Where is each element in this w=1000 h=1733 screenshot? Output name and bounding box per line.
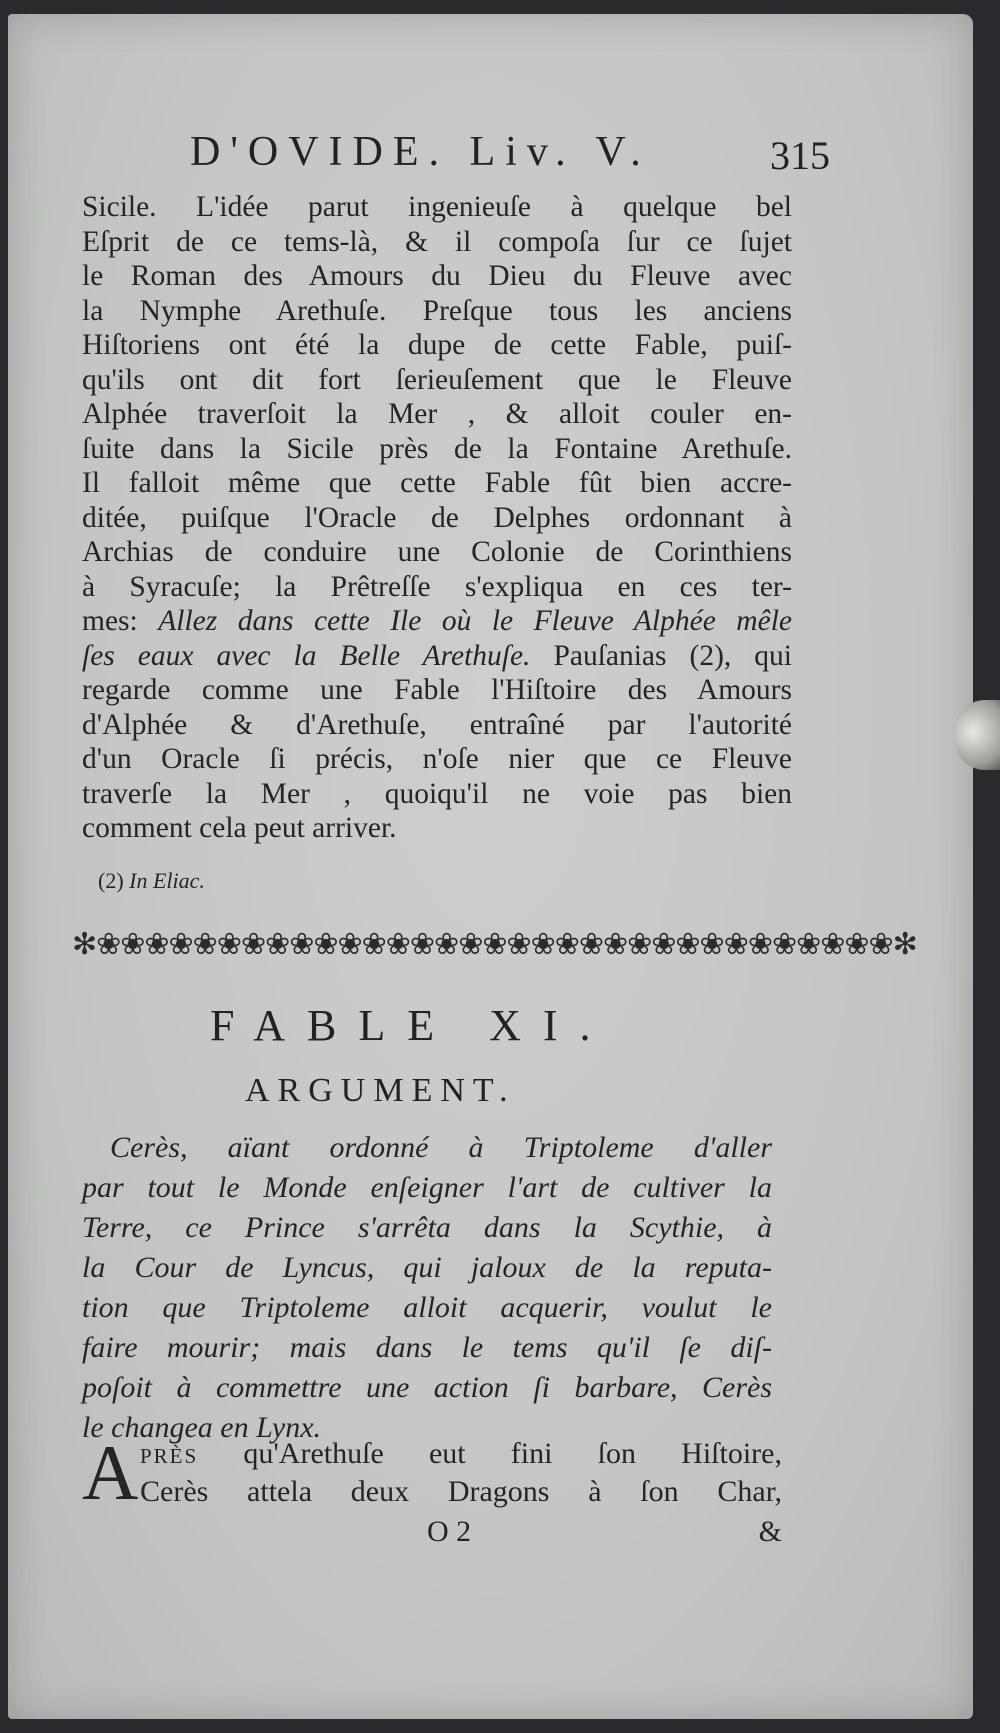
quote-line <box>82 604 792 639</box>
text-line: le Roman des Amours du Dieu du Fleuve avec <box>82 260 792 292</box>
page-number: 315 <box>770 133 830 178</box>
page-header <box>190 128 830 188</box>
running-title: D'OVIDE. Liv. V. <box>190 129 651 175</box>
text-line: la Nymphe Arethuſe. Preſque tous les anciens <box>82 294 792 327</box>
opening-line <box>140 1435 782 1473</box>
text-line: à Syracuſe; la Prêtreſſe s'expliqua en ces ter- <box>82 570 792 603</box>
text-line: Alphée traverſoit la Mer , & alloit couler en- <box>82 398 792 430</box>
fable-opening <box>82 1429 782 1516</box>
argument-line: tion que Triptoleme alloit acquerir, voulut le <box>82 1291 772 1324</box>
argument-line: le changea en Lynx. <box>82 1411 322 1444</box>
page-clip <box>955 700 1000 770</box>
text-line: Eſprit de ce tems-là, & il compoſa ſur ce ſujet <box>82 225 792 258</box>
footnote-mark: (2) <box>98 868 124 893</box>
text-line: ſuite dans la Sicile près de la Fontaine Arethuſe. <box>82 432 792 465</box>
text-line: comment cela peut arriver. <box>82 812 397 844</box>
text-line: traverſe la Mer , quoiqu'il ne voie pas bien <box>82 777 792 810</box>
argument-line: poſoit à commettre une action ſi barbare, Cerès <box>82 1371 772 1404</box>
text-line: ditée, puiſque l'Oracle de Delphes ordonnant à <box>82 501 792 534</box>
argument-line: la Cour de Lyncus, qui jaloux de la reputa- <box>82 1251 772 1284</box>
text-line: Sicile. L'idée parut ingenieuſe à quelque bel <box>82 191 792 223</box>
argument-line: par tout le Monde enſeigner l'art de cultiver la <box>82 1171 772 1204</box>
argument-text <box>82 1128 772 1448</box>
oracle-quote-end: ſes eaux avec la Belle Arethuſe. <box>82 639 531 672</box>
text-line: d'un Oracle ſi précis, n'oſe nier que ce Fleuve <box>82 743 792 775</box>
text-line: Il falloit même que cette Fable fût bien accre- <box>82 467 792 499</box>
text-line: regarde comme une Fable l'Hiſtoire des Amours <box>82 674 792 706</box>
opening-rest: qu'Arethuſe eut fini ſon Hiſtoire, <box>198 1437 782 1470</box>
argument-line: Cerès, aïant ordonné à Triptoleme d'aller <box>110 1131 772 1164</box>
page-footer <box>82 1515 782 1555</box>
fable-title: FABLE XI. <box>210 1001 613 1050</box>
text-line: Archias de conduire une Colonie de Corinthiens <box>82 536 792 568</box>
opening-line: Cerès attela deux Dragons à ſon Char, <box>140 1475 782 1508</box>
text-line: d'Alphée & d'Arethuſe, entraîné par l'autorité <box>82 708 792 741</box>
argument-heading: ARGUMENT. <box>245 1072 516 1109</box>
small-caps-word: près <box>140 1437 199 1470</box>
ornament-divider: ✻❀❀❀❀❀❀❀❀❀❀❀❀❀❀❀❀❀❀❀❀❀❀❀❀❀❀❀❀❀❀❀❀❀✻ <box>72 927 917 962</box>
argument-line: faire mourir; mais dans le tems qu'il ſe diſ- <box>82 1331 772 1364</box>
drop-cap: A <box>82 1429 139 1516</box>
footnote-text: In Eliac. <box>129 868 205 893</box>
main-text <box>82 190 792 846</box>
signature-mark: O 2 <box>427 1515 472 1548</box>
quote-prefix: mes: <box>82 605 159 637</box>
catchword: & <box>758 1515 782 1548</box>
text-line: Hiſtoriens ont été la dupe de cette Fable, puiſ- <box>82 329 792 361</box>
oracle-quote: Allez dans cette Ile où le Fleuve Alphée mêle <box>158 605 792 637</box>
quote-line <box>82 639 792 674</box>
argument-line: Terre, ce Prince s'arrêta dans la Scythie, à <box>82 1211 772 1244</box>
text-line: qu'ils ont dit fort ſerieuſement que le Fleuve <box>82 363 792 396</box>
quote-rest: Pauſanias (2), qui <box>530 639 793 672</box>
footnote <box>98 868 205 894</box>
